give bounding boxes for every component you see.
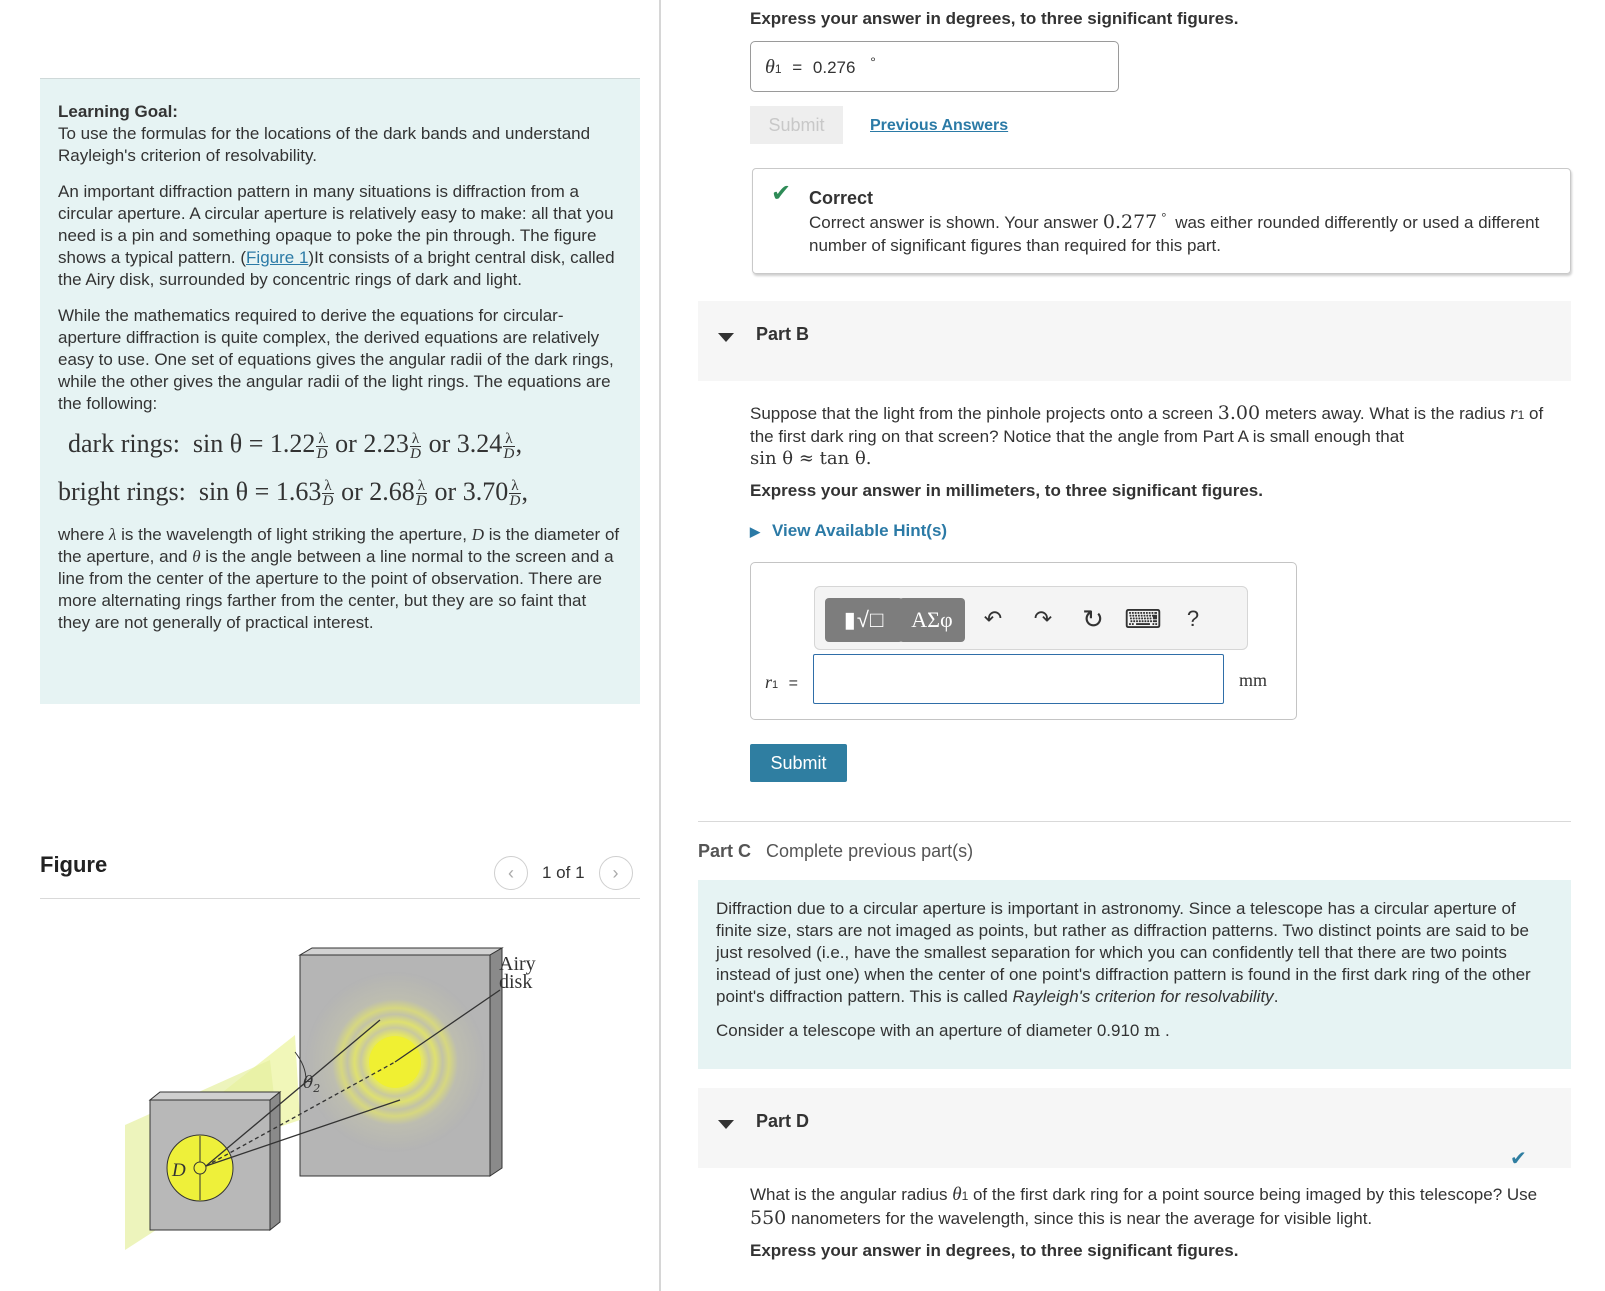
frac-den: D <box>503 445 515 462</box>
part-b-instruction: Express your answer in millimeters, to three significant figures. <box>750 481 1263 500</box>
math-toolbar <box>814 586 1248 650</box>
r1-equals: = <box>788 675 798 692</box>
intro-text-1: An important diffraction pattern in many situations is diffraction from a circular aperture. A circular aperture is relatively easy to make: all that you need is a pin and something opaque to poke the pin through. The figure shows a typical pattern. ( <box>58 182 614 267</box>
part-b-text-1: Suppose that the light from the pinhole projects onto a screen <box>750 404 1218 423</box>
view-hints-label: View Available Hint(s) <box>772 521 948 540</box>
frac-den: D <box>316 445 328 462</box>
frac-num: λ <box>324 478 332 495</box>
feedback-correct <box>752 168 1571 274</box>
part-a-submit-button[interactable]: Submit <box>750 106 843 144</box>
telescope-paragraph <box>716 1020 1553 1042</box>
frac-den: D <box>322 493 334 510</box>
d-symbol: D <box>471 525 484 545</box>
bright-coeff-1: 1.63 <box>275 476 322 506</box>
feedback-title: Correct <box>809 188 874 208</box>
part-c-header <box>698 840 973 862</box>
dark-rings-label: dark rings: <box>68 429 180 458</box>
figure-1-link[interactable]: Figure 1 <box>246 248 309 267</box>
dark-rings-equation: dark rings: sin θ = 1.22 $\frac{\lambda}{D}$ or 2.23 $\frac{\lambda}{D}$ or 3.24 $\frac{\lambda}{D}$ , <box>68 429 523 462</box>
help-icon[interactable]: ? <box>1186 606 1200 631</box>
plate-side-edge <box>270 1092 280 1230</box>
part-b-header[interactable] <box>698 301 1571 381</box>
var-text-3: is the diameter of the aperture, and <box>58 525 620 567</box>
part-d-text-1: What is the angular radius <box>750 1185 953 1204</box>
templates-button[interactable]: ▮√□ <box>825 598 903 642</box>
bright-coeff-2: 2.68 <box>369 476 415 506</box>
rayleigh-text: Diffraction due to a circular aperture is important in astronomy. Since a telescope has a circular aperture of finite size, stars are not imaged as points, but rather as diffraction patterns. Two distinct points are said to be just resolved (i.e., have the smallest separation for which you can confidently tell that there are two points instead of just one) when the center of one point's diffraction pattern is found in the first dark ring of the other point's diffraction pattern. This is called <box>716 899 1531 1006</box>
r1-label <box>765 671 798 696</box>
or-text: or <box>434 476 457 506</box>
var-text-1: where <box>58 525 110 545</box>
frac-num: λ <box>411 430 420 447</box>
part-a-instruction: Express your answer in degrees, to three significant figures. <box>750 9 1239 28</box>
airy-label: Airy <box>499 953 536 975</box>
part-b-title: Part B <box>756 324 810 344</box>
dark-coeff-1: 1.22 <box>269 429 316 458</box>
bright-rings-label: bright rings: <box>58 476 186 506</box>
rayleigh-criterion: Rayleigh's criterion for resolvability <box>1012 987 1274 1006</box>
rayleigh-info-box <box>698 880 1571 1069</box>
part-d-theta: θ <box>952 1184 962 1205</box>
figure-pager <box>494 856 633 890</box>
r-sub: 1 <box>1517 408 1525 422</box>
part-b-distance: 3.00 <box>1217 402 1261 424</box>
next-figure-button[interactable] <box>599 856 633 890</box>
theta-symbol: θ <box>192 547 201 567</box>
rayleigh-paragraph <box>716 898 1553 1008</box>
intro-text-2: )It consists of a bright central disk, called the Airy disk, surrounded by concentric rings of dark and light. <box>58 248 615 289</box>
frac-num: λ <box>318 430 326 447</box>
disk-label: disk <box>499 971 533 993</box>
learning-goal-box <box>40 78 640 704</box>
part-d-text-3: nanometers for the wavelength, since this is near the average for visible light. <box>786 1209 1373 1228</box>
part-b-text-3: of the first dark ring on that screen? Notice that the angle from Part A is small enough that <box>750 404 1544 446</box>
screen-top-edge <box>300 948 502 955</box>
part-d-check-icon: ✔ <box>1510 1148 1527 1170</box>
variables-paragraph <box>58 524 622 634</box>
bright-sin-theta: sin θ = <box>198 476 270 506</box>
feedback-text-1: Correct answer is shown. Your answer <box>809 213 1103 232</box>
plate-top-edge <box>150 1092 280 1100</box>
var-text-2: is the wavelength of light striking the aperture, <box>116 525 472 545</box>
frac-den: D <box>410 445 421 462</box>
theta2-label: $\theta_2$ <box>303 1073 321 1095</box>
or-text: or <box>428 429 451 458</box>
wavelength-value: 550 <box>750 1207 787 1229</box>
keyboard-icon[interactable]: ⌨ <box>1124 604 1162 634</box>
theta1-sub: 1 <box>774 62 782 76</box>
collapse-triangle-icon <box>718 333 734 342</box>
feedback-text-2: was either rounded differently or used a different number of significant figures than required for this part. <box>809 213 1540 255</box>
part-b-submit-button[interactable]: Submit <box>750 744 847 782</box>
meter-unit: m <box>1144 1021 1161 1041</box>
equations-intro-paragraph: While the mathematics required to derive the equations for circular-aperture diffraction is quite complex, the derived equations are relatively easy to use. One set of equations gives the angular radii of the dark rings, while the other gives the angular radii of the light rings. The equations are the following: <box>58 306 614 413</box>
checkmark-icon: ✔ <box>771 180 792 207</box>
theta1-symbol: θ <box>765 56 775 78</box>
or-text: or <box>341 476 363 506</box>
previous-answers-link[interactable]: Previous Answers <box>870 117 1009 134</box>
frac-den: D <box>415 493 427 510</box>
part-divider <box>698 821 1571 822</box>
d-label: D <box>172 1160 186 1181</box>
telescope-end: . <box>1160 1021 1170 1040</box>
part-b-question <box>750 402 1550 470</box>
feedback-value: 0.277 <box>1102 211 1158 233</box>
frac-den: D <box>509 493 521 510</box>
airy-disk-figure <box>110 940 570 1270</box>
r1-symbol: r <box>765 672 773 692</box>
dark-coeff-3: 3.24 <box>456 429 503 458</box>
bright-coeff-3: 3.70 <box>462 476 509 506</box>
feedback-message <box>809 211 1550 257</box>
redo-icon[interactable]: ↷ <box>1033 606 1053 631</box>
part-c-status: Complete previous part(s) <box>766 841 974 861</box>
figure-title: Figure <box>40 852 108 877</box>
or-text: or <box>335 429 357 458</box>
question-panel <box>662 0 1605 1291</box>
prev-figure-button[interactable] <box>494 856 528 890</box>
part-a-answer-field <box>750 41 1119 92</box>
equals-sign: = <box>792 58 803 77</box>
r1-answer-input[interactable] <box>813 654 1224 704</box>
feedback-unit: ° <box>1161 210 1167 225</box>
greek-symbols-button[interactable]: ΑΣφ <box>899 598 965 642</box>
mm-unit-label: mm <box>1239 670 1268 690</box>
lambda-symbol: λ <box>109 525 117 545</box>
frac-num: λ <box>417 478 426 495</box>
degree-unit: ° <box>870 54 876 70</box>
part-d-instruction: Express your answer in degrees, to three significant figures. <box>750 1241 1239 1260</box>
dark-sin-theta: sin θ = <box>192 429 264 458</box>
dark-coeff-2: 2.23 <box>363 429 409 458</box>
problem-intro-panel <box>0 0 660 1291</box>
expand-triangle-icon: ▶ <box>750 524 760 539</box>
part-d-title: Part D <box>756 1111 810 1131</box>
figure-divider <box>40 898 640 899</box>
part-d-question <box>750 1184 1560 1230</box>
frac-num: λ <box>511 478 519 495</box>
figure-count: 1 of 1 <box>542 863 585 882</box>
learning-goal-title: Learning Goal: <box>58 102 178 121</box>
part-d-header[interactable] <box>698 1088 1571 1168</box>
undo-icon[interactable]: ↶ <box>983 606 1003 631</box>
reset-icon[interactable]: ↻ <box>1082 604 1104 634</box>
intro-paragraph <box>58 181 622 291</box>
part-a-answer-value: 0.276 <box>812 58 856 77</box>
var-text-4: is the angle between a line normal to the screen and a line from the center of the aperture to the point of observation. There are more alternating rings farther from the center, but they are so faint that they are not generally of practical interest. <box>58 547 614 633</box>
rayleigh-end: . <box>1273 987 1279 1006</box>
small-angle-approx: sin θ ≈ tan θ. <box>750 448 872 469</box>
chevron-right-icon: › <box>612 863 619 883</box>
view-hints-toggle[interactable] <box>750 520 947 543</box>
part-b-answer-area <box>750 562 1297 720</box>
r-symbol: r <box>1510 403 1518 424</box>
learning-goal-text: To use the formulas for the locations of the dark bands and understand Rayleigh's criterion of resolvability. <box>58 124 591 165</box>
frac-num: λ <box>505 430 513 447</box>
part-d-theta-sub: 1 <box>961 1189 969 1203</box>
part-b-text-2: meters away. What is the radius <box>1260 404 1511 423</box>
bright-rings-equation: bright rings: sin θ = 1.63 $\frac{\lambda}{D}$ or 2.68 $\frac{\lambda}{D}$ or 3.70 $\frac{\lambda}{D}$ , <box>58 476 528 510</box>
part-c-title: Part C <box>698 841 752 861</box>
telescope-text: Consider a telescope with an aperture of diameter 0.910 <box>716 1021 1145 1040</box>
chevron-left-icon: ‹ <box>508 863 514 883</box>
r1-sub: 1 <box>772 679 779 691</box>
collapse-triangle-icon <box>718 1120 734 1129</box>
part-a-answer-row <box>765 56 876 80</box>
part-d-text-2: of the first dark ring for a point source being imaged by this telescope? Use <box>968 1185 1538 1204</box>
column-divider <box>659 0 661 1291</box>
